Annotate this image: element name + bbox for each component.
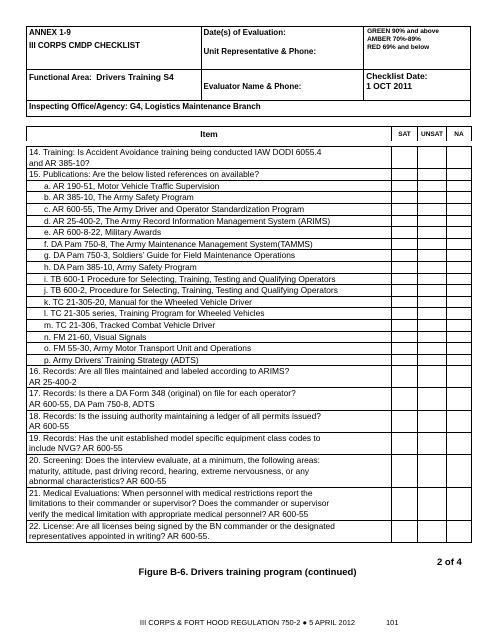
question-line: g. DA Pam 750-3, Soldiers’ Guide for Field Maintenance Operations [44,250,296,261]
na-checkbox-cell[interactable] [447,192,472,204]
checklist-question [27,169,392,181]
sat-checkbox-cell[interactable] [392,366,418,388]
functional-area-value: Drivers Training S4 [96,72,174,82]
sat-checkbox-cell[interactable] [392,215,418,227]
checklist-row [27,250,472,262]
question-line: 18. Records: Is the issuing authority maintaining a ledger of all permits issued? [29,410,321,421]
question-line: 19. Records: Has the unit established model specific equipment class codes to [29,432,321,443]
checklist-row [27,238,472,250]
unsat-checkbox-cell[interactable] [418,192,447,204]
checklist-row [27,147,472,169]
checklist-question [27,331,392,343]
checklist-row [27,169,472,181]
sat-checkbox-cell[interactable] [392,273,418,285]
question-line: k. TC 21-305-20, Manual for the Wheeled Vehicle Driver [44,296,252,307]
checklist-header [26,26,471,117]
sat-checkbox-cell[interactable] [392,180,418,192]
unsat-checkbox-cell[interactable] [418,354,447,366]
question-line: o. FM 55-30, Army Motor Transport Unit and Operations [44,343,252,354]
na-checkbox-cell[interactable] [447,180,472,192]
na-checkbox-cell[interactable] [447,169,472,181]
question-line: AR 600-55, DA Pam 750-8, ADTS [29,399,155,410]
checklist-date-label: Checklist Date: [366,71,428,81]
sat-checkbox-cell[interactable] [392,432,418,454]
checklist-question [27,203,392,215]
unsat-checkbox-cell[interactable] [418,410,447,432]
question-line: p. Army Drivers’ Training Strategy (ADTS) [44,354,199,365]
sat-checkbox-cell[interactable] [392,319,418,331]
na-checkbox-cell[interactable] [447,432,472,454]
question-line: verify the medical limitation with appropriate medical personnel? AR 600-55 [29,509,309,519]
checklist-question [27,308,392,320]
checklist-row [27,410,472,432]
sat-checkbox-cell[interactable] [392,261,418,273]
unsat-checkbox-cell[interactable] [418,261,447,273]
checklist-question [27,227,392,239]
functional-area-label: Functional Area: [29,73,92,82]
checklist-question [27,319,392,331]
unsat-checkbox-cell[interactable] [418,227,447,239]
question-line: i. TB 600-1 Procedure for Selecting, Training, Testing and Qualifying Operators [44,273,336,284]
unit-rep-label: Unit Representative & Phone: [203,47,316,56]
question-line: h. DA Pam 385-10, Army Safety Program [44,261,197,272]
unsat-checkbox-cell[interactable] [418,250,447,262]
checklist-row [27,354,472,366]
question-line: l. TC 21-305 series, Training Program for Wheeled Vehicles [44,308,265,319]
unsat-checkbox-cell[interactable] [418,147,447,169]
question-line: 17. Records: Is there a DA Form 348 (original) on file for each operator? [29,388,296,399]
sat-checkbox-cell[interactable] [392,331,418,343]
grade-green: GREEN 90% and above [367,28,439,35]
checklist-row [27,388,472,410]
unsat-checkbox-cell[interactable] [418,388,447,410]
sat-checkbox-cell[interactable] [392,147,418,169]
sat-checkbox-cell[interactable] [392,354,418,366]
column-na: NA [447,127,472,142]
na-checkbox-cell[interactable] [447,520,472,542]
checklist-question [27,285,392,297]
evaluator-label: Evaluator Name & Phone: [203,82,302,91]
evaluator-cell [201,70,364,101]
checklist-row [27,285,472,297]
checklist-question [27,192,392,204]
checklist-row [27,520,472,542]
unsat-checkbox-cell[interactable] [418,169,447,181]
sat-checkbox-cell[interactable] [392,487,418,520]
checklist-question [27,487,392,520]
na-checkbox-cell[interactable] [447,261,472,273]
question-line: n. FM 21-60, Visual Signals [44,331,147,342]
grade-amber: AMBER 70%-89% [367,36,421,43]
sat-checkbox-cell[interactable] [392,410,418,432]
sat-checkbox-cell[interactable] [392,296,418,308]
unsat-checkbox-cell[interactable] [418,180,447,192]
sat-checkbox-cell[interactable] [392,192,418,204]
unsat-checkbox-cell[interactable] [418,203,447,215]
unsat-checkbox-cell[interactable] [418,366,447,388]
question-line: b. AR 385-10, The Army Safety Program [44,192,194,203]
checklist-row [27,308,472,320]
annex-cell [27,27,202,70]
checklist-question [27,520,392,542]
na-checkbox-cell[interactable] [447,388,472,410]
question-line: 15. Publications: Are the below listed references on available? [29,169,259,180]
checklist-row [27,331,472,343]
na-checkbox-cell[interactable] [447,227,472,239]
checklist-question [27,238,392,250]
checklist-title: III CORPS CMDP CHECKLIST [29,41,140,50]
checklist-row [27,192,472,204]
checklist-row [27,215,472,227]
question-line: d. AR 25-400-2, The Army Record Information Management System (ARIMS) [44,215,331,226]
annex-label: ANNEX 1-9 [29,28,71,37]
checklist-row [27,366,472,388]
column-headers [26,126,472,141]
na-checkbox-cell[interactable] [447,215,472,227]
question-line: 20. Screening: Does the interview evaluate, at a minimum, the following areas: [29,455,320,466]
dates-label: Date(s) of Evaluation: [203,28,286,37]
checklist-row [27,296,472,308]
na-checkbox-cell[interactable] [447,296,472,308]
checklist-question [27,455,392,488]
unsat-checkbox-cell[interactable] [418,331,447,343]
checklist-question [27,410,392,432]
question-line: 21. Medical Evaluations: When personnel with medical restrictions report the [29,487,313,498]
question-line: 14. Training: Is Accident Avoidance training being conducted IAW DODI 6055.4 [29,147,322,157]
question-line: AR 600-55 [29,421,70,432]
footer-text: III CORPS & FORT HOOD REGULATION 750-2 ● 5 APRIL 2012 [139,618,356,627]
question-line: 22. License: Are all licenses being signed by the BN commander or the designated [29,520,335,531]
evaluation-cell [201,27,364,70]
checklist-question [27,250,392,262]
question-line: and AR 385-10? [29,157,90,168]
grade-red: RED 69% and below [367,44,430,51]
checklist-row [27,432,472,454]
question-line: AR 25-400-2 [29,376,77,387]
sat-checkbox-cell[interactable] [392,455,418,488]
checklist-question [27,296,392,308]
unsat-checkbox-cell[interactable] [418,319,447,331]
question-line: m. TC 21-306, Tracked Combat Vehicle Driver [44,319,216,330]
functional-area-cell [27,70,202,101]
sat-checkbox-cell[interactable] [392,285,418,297]
checklist-question [27,343,392,355]
sat-checkbox-cell[interactable] [392,308,418,320]
checklist-row [27,203,472,215]
unsat-checkbox-cell[interactable] [418,343,447,355]
sat-checkbox-cell[interactable] [392,227,418,239]
na-checkbox-cell[interactable] [447,273,472,285]
na-checkbox-cell[interactable] [447,343,472,355]
question-line: abnormal characteristics? AR 600-55 [29,476,167,487]
checklist-row [27,319,472,331]
question-line: include NVG? AR 600-55 [29,443,123,454]
checklist-question [27,261,392,273]
checklist-question [27,366,392,388]
na-checkbox-cell[interactable] [447,455,472,488]
checklist-row [27,273,472,285]
sat-checkbox-cell[interactable] [392,343,418,355]
unsat-checkbox-cell[interactable] [418,487,447,520]
question-line: representatives appointed in writing? AR 600-55. [29,531,210,542]
unsat-checkbox-cell[interactable] [418,455,447,488]
question-line: c. AR 600-55, The Army Driver and Operator Standardization Program [44,203,305,214]
na-checkbox-cell[interactable] [447,238,472,250]
checklist-date-value: 1 OCT 2011 [366,81,412,91]
unsat-checkbox-cell[interactable] [418,215,447,227]
question-line: maturity, attitude, past driving record, hearing, extreme nervousness, or any [29,465,310,476]
checklist-row [27,487,472,520]
question-line: f. DA Pam 750-8, The Army Maintenance Management System(TAMMS) [44,238,313,249]
question-line: j. TB 600-2, Procedure for Selecting, Training, Testing and Qualifying Operators [44,285,338,296]
checklist-question [27,215,392,227]
sat-checkbox-cell[interactable] [392,520,418,542]
na-checkbox-cell[interactable] [447,250,472,262]
na-checkbox-cell[interactable] [447,354,472,366]
unsat-checkbox-cell[interactable] [418,296,447,308]
na-checkbox-cell[interactable] [447,366,472,388]
na-checkbox-cell[interactable] [447,331,472,343]
unsat-checkbox-cell[interactable] [418,308,447,320]
na-checkbox-cell[interactable] [447,319,472,331]
na-checkbox-cell[interactable] [447,203,472,215]
checklist-row [27,343,472,355]
sat-checkbox-cell[interactable] [392,388,418,410]
checklist-table [26,146,472,543]
checklist-row [27,455,472,488]
checklist-row [27,180,472,192]
column-unsat: UNSAT [418,127,447,142]
na-checkbox-cell[interactable] [447,410,472,432]
unsat-checkbox-cell[interactable] [418,238,447,250]
checklist-question [27,354,392,366]
na-checkbox-cell[interactable] [447,308,472,320]
question-line: limitations to their commander or supervisor? Does the commander or supervisor [29,498,330,509]
sat-checkbox-cell[interactable] [392,250,418,262]
sat-checkbox-cell[interactable] [392,169,418,181]
checklist-question [27,388,392,410]
checklist-row [27,227,472,239]
na-checkbox-cell[interactable] [447,147,472,169]
inspecting-office: Inspecting Office/Agency: G4, Logistics Maintenance Branch [27,101,471,117]
unsat-checkbox-cell[interactable] [418,432,447,454]
page-footer [0,618,495,627]
column-sat: SAT [392,127,418,142]
column-item: Item [27,127,392,142]
checklist-question [27,147,392,169]
page-of-indicator: 2 of 4 [437,557,462,568]
unsat-checkbox-cell[interactable] [418,273,447,285]
checklist-question [27,180,392,192]
checklist-question [27,273,392,285]
na-checkbox-cell[interactable] [447,487,472,520]
checklist-row [27,261,472,273]
question-line: 16. Records: Are all files maintained and labeled according to ARIMS? [29,366,290,377]
sat-checkbox-cell[interactable] [392,203,418,215]
page-number: 101 [386,618,399,627]
sat-checkbox-cell[interactable] [392,238,418,250]
grade-legend [364,27,471,70]
unsat-checkbox-cell[interactable] [418,285,447,297]
question-line: a. AR 190-51, Motor Vehicle Traffic Supervision [44,180,220,191]
unsat-checkbox-cell[interactable] [418,520,447,542]
na-checkbox-cell[interactable] [447,285,472,297]
question-line: e. AR 600-8-22, Military Awards [44,227,162,238]
checklist-question [27,432,392,454]
figure-caption: Figure B-6. Drivers training program (continued) [138,567,357,578]
checklist-date-cell [364,70,471,101]
